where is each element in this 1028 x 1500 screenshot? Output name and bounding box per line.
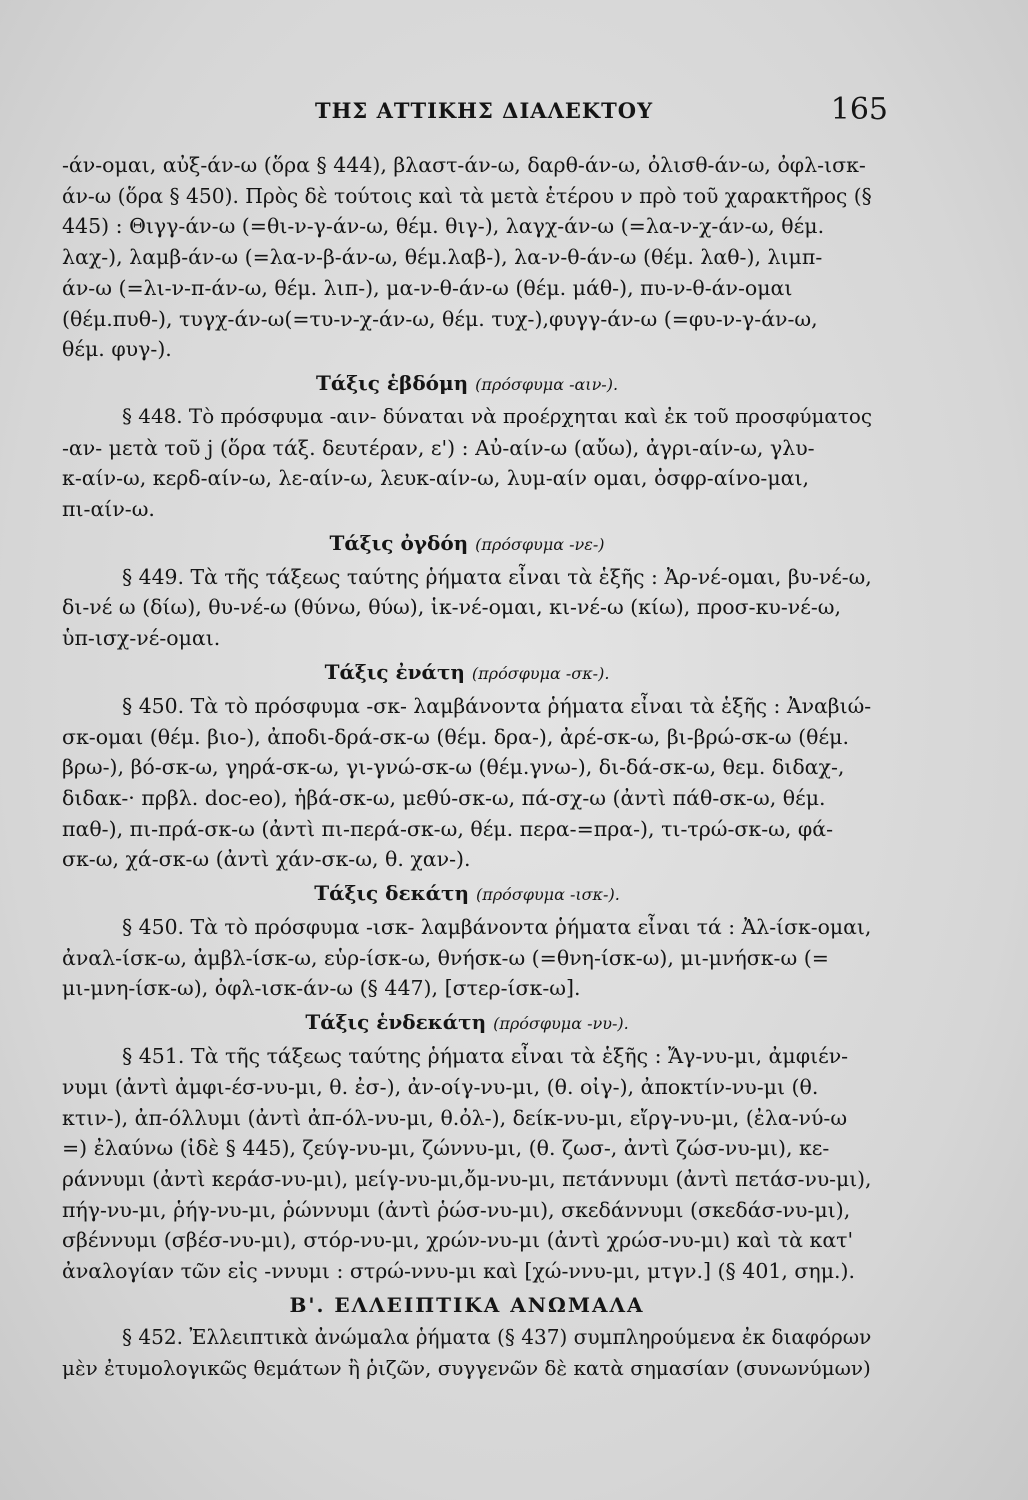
text-line: σκ-ομαι (θέμ. βιο-), ἀποδι-δρά-σκ-ω (θέμ. δρα-), ἀρέ-σκ-ω, βι-βρώ-σκ-ω (θέμ. (62, 724, 849, 749)
text-line: 445) : Θιγγ-άν-ω (=θι-ν-γ-άν-ω, θέμ. θιγ-), λαγχ-άν-ω (=λα-ν-χ-άν-ω, θέμ. (62, 214, 825, 239)
page-header (90, 92, 888, 132)
text-line: μὲν ἐτυμολογικῶς θεμάτων ἢ ῥιζῶν, συγγενῶν δὲ κατὰ σημασίαν (συνωνύμων) (62, 1355, 871, 1380)
page-number: 165 (830, 92, 888, 127)
text-line: -άν-ομαι, αὐξ-άν-ω (ὅρα § 444), βλαστ-άν-ω, δαρθ-άν-ω, ὀλισθ-άν-ω, ὀφλ-ισκ- (62, 153, 866, 177)
heading-title: Τάξις ὀγδόη (329, 530, 469, 555)
text-line: ἀναλογίαν τῶν εἰς -ννυμι : στρώ-ννυ-μι καὶ [χώ-ννυ-μι, μτγν.] (§ 401, σημ.). (62, 1259, 856, 1284)
heading-title: Τάξις δεκάτη (314, 881, 470, 906)
paragraph-450-sk (62, 691, 872, 875)
text-line: (θέμ.πυθ-), τυγχ-άν-ω(=τυ-ν-χ-άν-ω, θέμ. τυχ-),φυγγ-άν-ω (=φυ-ν-γ-άν-ω, (62, 306, 818, 331)
text-line: θέμ. φυγ-). (62, 337, 172, 362)
paragraph-451 (62, 1041, 872, 1287)
heading-title: Τάξις ἑνδεκάτη (305, 1010, 487, 1035)
text-line: λαχ-), λαμβ-άν-ω (=λα-ν-β-άν-ω, θέμ.λαβ-), λα-ν-θ-άν-ω (θέμ. λαθ-), λιμπ- (62, 245, 823, 270)
paragraph-452 (62, 1322, 872, 1383)
text-line: παθ-), πι-πρά-σκ-ω (ἀντὶ πι-περά-σκ-ω, θέμ. περα-=πρα-), τι-τρώ-σκ-ω, φά- (62, 816, 834, 841)
text-line: κτιν-), ἀπ-όλλυμι (ἀντὶ ἀπ-όλ-νυ-μι, θ.ὀλ-), δείκ-νυ-μι, εἴργ-νυ-μι, (ἐλα-νύ-ω (62, 1105, 848, 1130)
text-line: νυμι (ἀντὶ ἀμφι-έσ-νυ-μι, θ. ἐσ-), ἀν-οίγ-νυ-μι, (θ. οἰγ-), ἀποκτίν-νυ-μι (θ. (62, 1074, 819, 1099)
text-line: § 450. Τὰ τὸ πρόσφυμα -σκ- λαμβάνοντα ῥήματα εἶναι τὰ ἑξῆς : Ἀναβιώ- (122, 693, 872, 718)
heading-subtitle: (πρόσφυμα -ισκ-). (476, 885, 620, 905)
heading-title: Τάξις ἑβδόμη (315, 370, 469, 395)
text-line: άν-ω (=λι-ν-π-άν-ω, θέμ. λιπ-), μα-ν-θ-άν-ω (θέμ. μάθ-), πυ-ν-θ-άν-ομαι (62, 275, 793, 300)
major-section-heading (62, 1291, 872, 1319)
text-line: ράννυμι (ἀντὶ κεράσ-νυ-μι), μείγ-νυ-μι,ὄμ-νυ-μι, πετάννυμι (ἀντὶ πετάσ-νυ-μι), (62, 1166, 872, 1191)
text-line: § 452. Ἐλλειπτικὰ ἀνώμαλα ῥήματα (§ 437) συμπληρούμενα ἐκ διαφόρων (122, 1324, 872, 1349)
heading-title: Β'. ΕΛΛΕΙΠΤΙΚΑ ΑΝΩΜΑΛΑ (289, 1292, 645, 1317)
heading-subtitle: (πρόσφυμα -νε-) (475, 534, 605, 554)
section-heading-eighth (62, 529, 872, 559)
paragraph-continued (62, 150, 872, 365)
text-line: =) ἐλαύνω (ἰδὲ § 445), ζεύγ-νυ-μι, ζώννυ-μι, (θ. ζωσ-, ἀντὶ ζώσ-νυ-μι), κε- (62, 1136, 830, 1161)
text-line: ὑπ-ισχ-νέ-ομαι. (62, 626, 221, 651)
text-line: διδακ-· πρβλ. doc-eo), ἡβά-σκ-ω, μεθύ-σκ-ω, πά-σχ-ω (ἀντὶ πάθ-σκ-ω, θέμ. (62, 785, 826, 810)
running-head: ΤΗΣ ΑΤΤΙΚΗΣ ΔΙΑΛΕΚΤΟΥ (314, 98, 654, 123)
text-line: ἀναλ-ίσκ-ω, ἀμβλ-ίσκ-ω, εὑρ-ίσκ-ω, θνήσκ-ω (=θνη-ίσκ-ω), μι-μνήσκ-ω (= (62, 945, 829, 970)
text-line: δι-νέ ω (δίω), θυ-νέ-ω (θύνω, θύω), ἱκ-νέ-ομαι, κι-νέ-ω (κίω), προσ-κυ-νέ-ω, (62, 595, 842, 620)
text-line: βρω-), βό-σκ-ω, γηρά-σκ-ω, γι-γνώ-σκ-ω (θέμ.γνω-), δι-δά-σκ-ω, θεμ. διδαχ-, (62, 755, 845, 780)
heading-title: Τάξις ἐνάτη (324, 659, 465, 684)
page-body (62, 150, 872, 1383)
paragraph-449 (62, 562, 872, 654)
text-line: σκ-ω, χά-σκ-ω (ἀντὶ χάν-σκ-ω, θ. χαν-). (62, 847, 471, 872)
heading-subtitle: (πρόσφυμα -αιν-). (475, 374, 619, 394)
paragraph-450-isk (62, 912, 872, 1004)
section-heading-tenth (62, 879, 872, 909)
text-line: άν-ω (ὅρα § 450). Πρὸς δὲ τούτοις καὶ τὰ μετὰ ἑτέρου ν πρὸ τοῦ χαρακτῆρος (§ (62, 183, 872, 208)
section-heading-ninth (62, 658, 872, 688)
heading-subtitle: (πρόσφυμα -νυ-). (493, 1014, 629, 1034)
text-line: σβέννυμι (σβέσ-νυ-μι), στόρ-νυ-μι, χρών-νυ-μι (ἀντὶ χρώσ-νυ-μι) καὶ τὰ κατ' (62, 1228, 854, 1253)
text-line: § 450. Τὰ τὸ πρόσφυμα -ισκ- λαμβάνοντα ῥήματα εἶναι τά : Ἀλ-ίσκ-ομαι, (122, 915, 872, 940)
text-line: πι-αίν-ω. (62, 497, 155, 522)
text-line: μι-μνη-ίσκ-ω), ὀφλ-ισκ-άν-ω (§ 447), [στερ-ίσκ-ω]. (62, 976, 581, 1001)
text-line: § 449. Τὰ τῆς τάξεως ταύτης ῥήματα εἶναι τὰ ἑξῆς : Ἀρ-νέ-ομαι, βυ-νέ-ω, (122, 564, 872, 589)
paragraph-448 (62, 402, 872, 525)
text-line: πήγ-νυ-μι, ῥήγ-νυ-μι, ῥώννυμι (ἀντὶ ῥώσ-νυ-μι), σκεδάννυμι (σκεδάσ-νυ-μι), (62, 1197, 851, 1222)
section-heading-eleventh (62, 1008, 872, 1038)
text-line: κ-αίν-ω, κερδ-αίν-ω, λε-αίν-ω, λευκ-αίν-ω, λυμ-αίν ομαι, ὀσφρ-αίνο-μαι, (62, 466, 810, 491)
text-line: § 451. Τὰ τῆς τάξεως ταύτης ῥήματα εἶναι τὰ ἑξῆς : Ἄγ-νυ-μι, ἀμφιέν- (122, 1044, 849, 1069)
heading-subtitle: (πρόσφυμα -σκ-). (471, 663, 610, 683)
text-line: § 448. Τὸ πρόσφυμα -αιν- δύναται νὰ προέρχηται καὶ ἐκ τοῦ προσφύματος (122, 404, 873, 428)
section-heading-seventh (62, 369, 872, 399)
text-line: -αν- μετὰ τοῦ j (ὅρα τάξ. δευτέραν, ε') : Αὐ-αίν-ω (αὔω), ἀγρι-αίν-ω, γλυ- (62, 435, 815, 460)
